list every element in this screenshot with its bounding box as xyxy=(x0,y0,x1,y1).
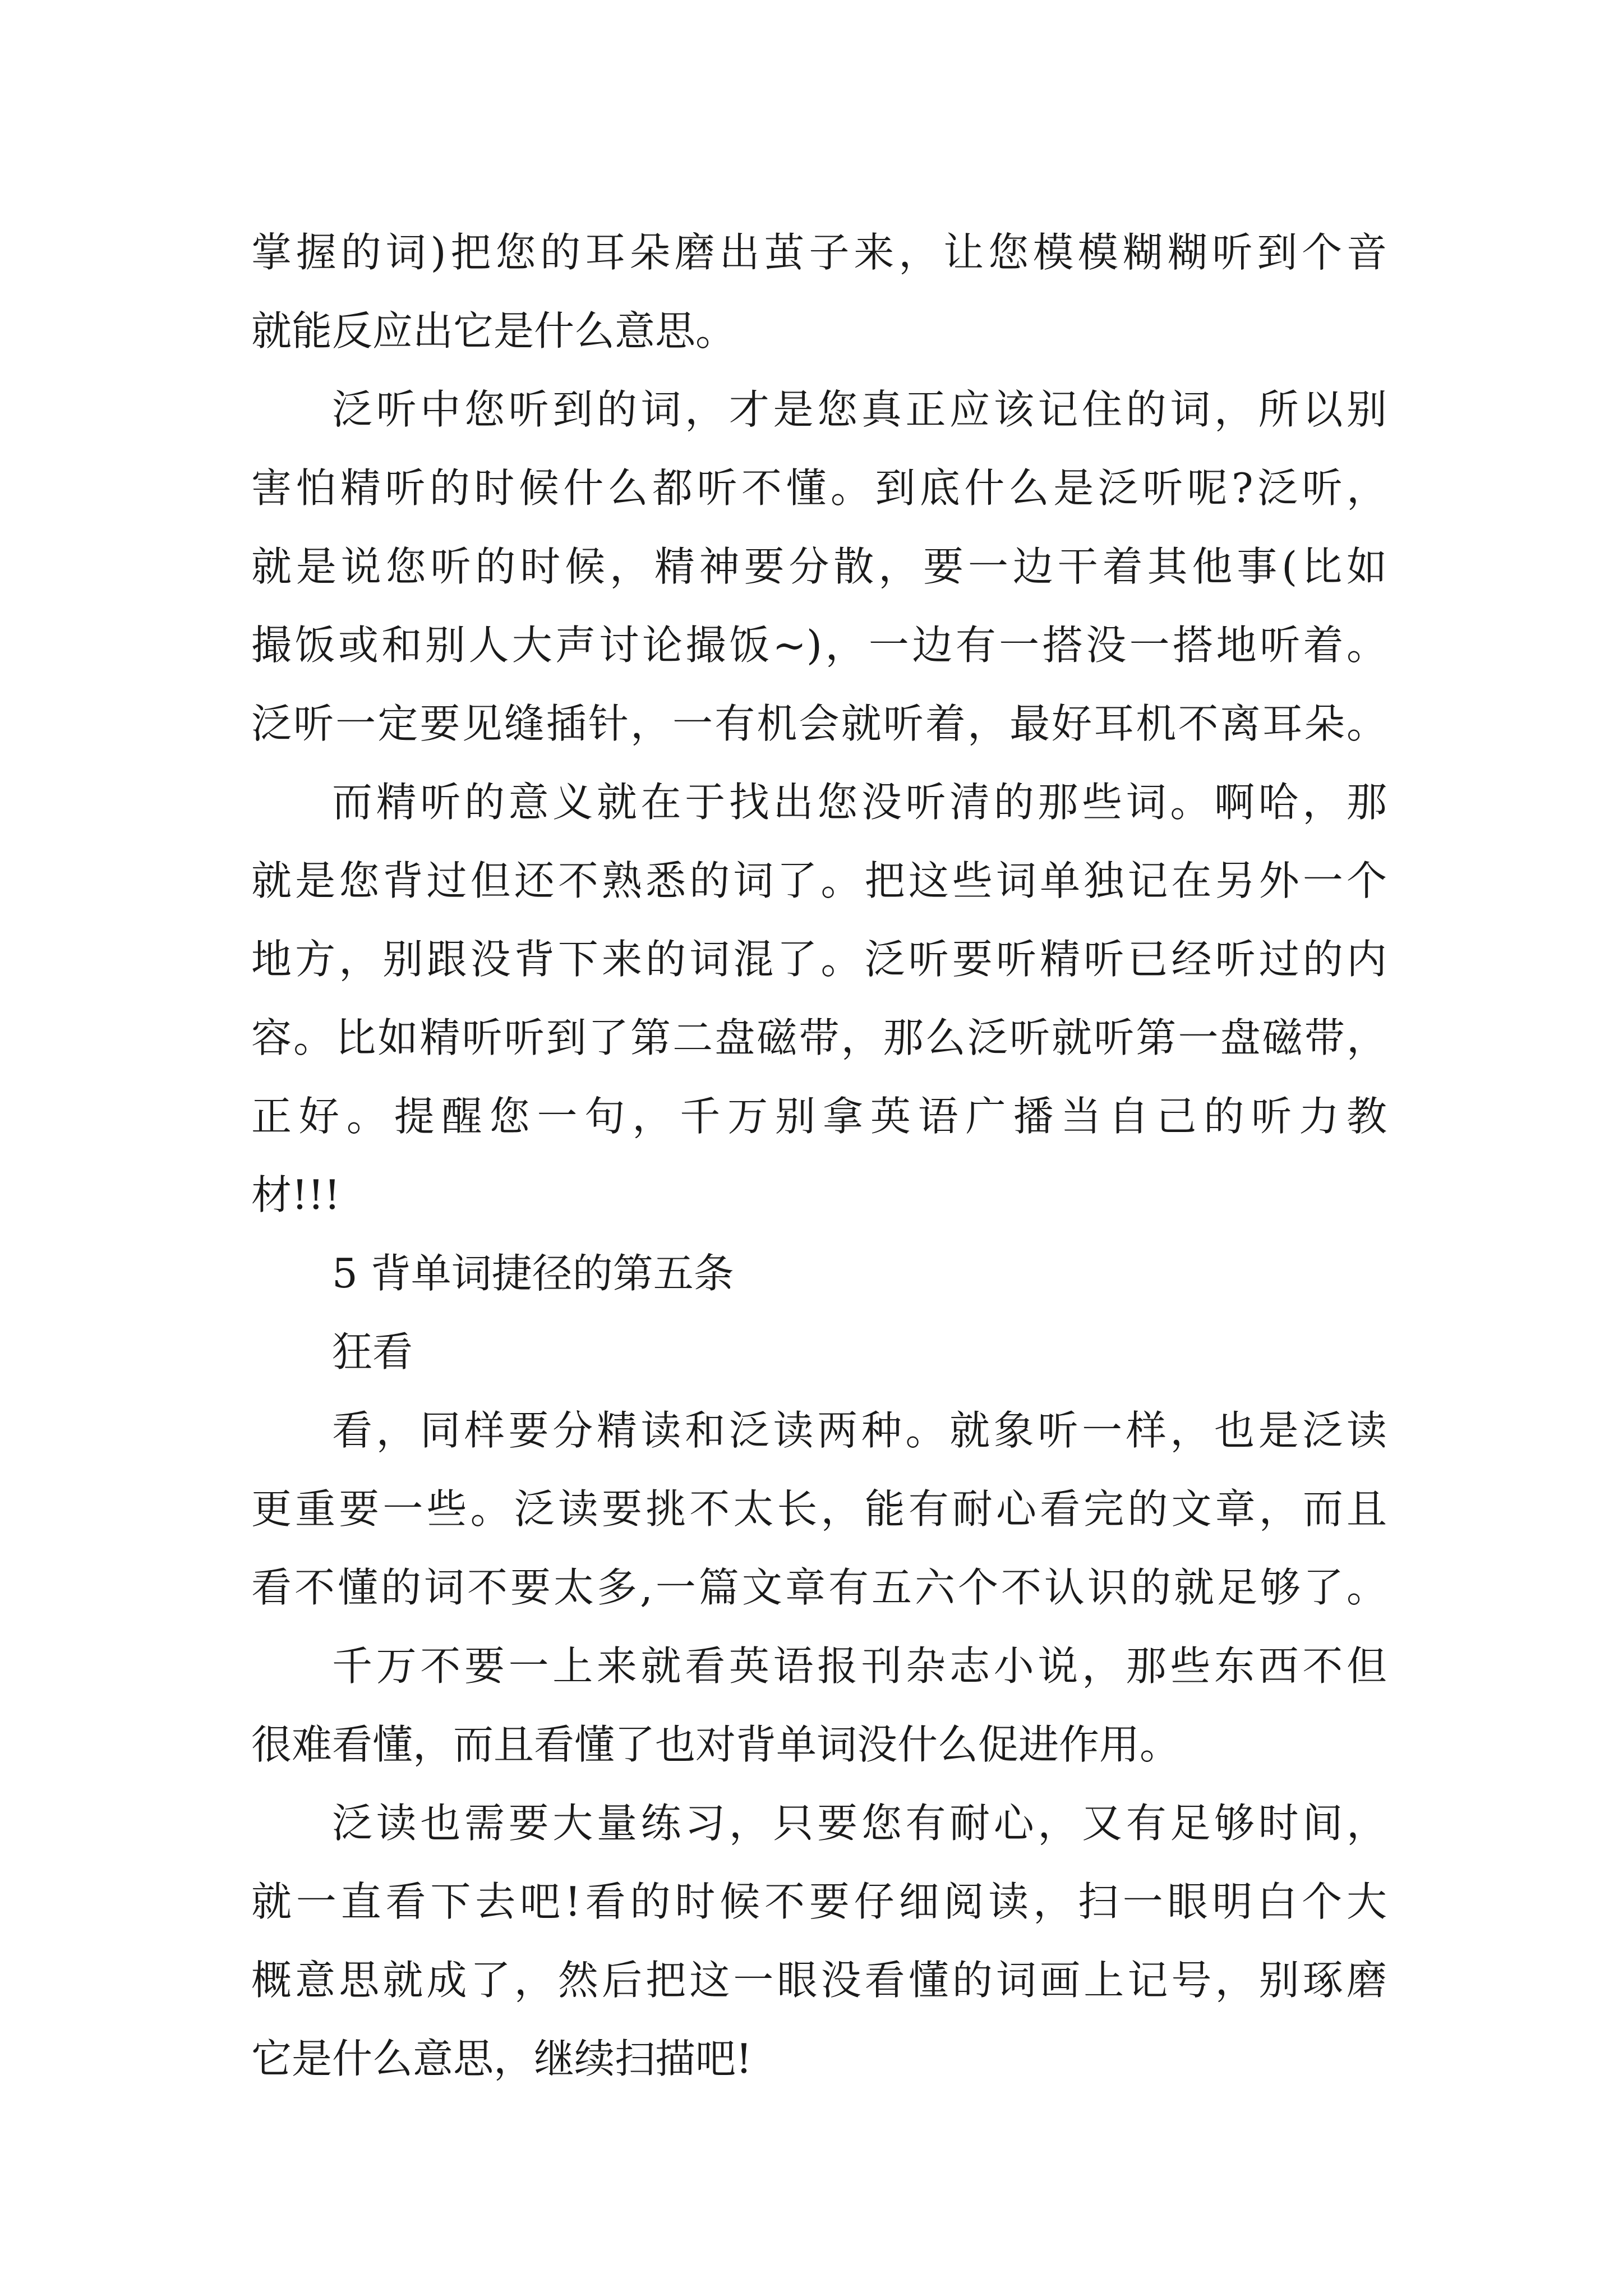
text-line: 千万不要一上来就看英语报刊杂志小说，那些东西不但 xyxy=(332,1642,1387,1690)
paragraph-3 xyxy=(251,763,1387,1234)
text-line: 就一直看下去吧!看的时候不要仔细阅读，扫一眼明白个大 xyxy=(251,1878,1387,1925)
document-body xyxy=(251,213,1387,2098)
text-line: 容。比如精听听到了第二盘磁带，那么泛听就听第一盘磁带， xyxy=(251,1014,1387,1061)
text-line: 掌握的词)把您的耳朵磨出茧子来，让您模模糊糊听到个音 xyxy=(251,229,1387,276)
text-line: 而精听的意义就在于找出您没听清的那些词。啊哈，那 xyxy=(332,779,1387,826)
text-line: 看不懂的词不要太多,一篇文章有五六个不认识的就足够了。 xyxy=(251,1564,1387,1611)
section-subheading xyxy=(251,1313,1387,1391)
text-line: 更重要一些。泛读要挑不太长，能有耐心看完的文章，而且 xyxy=(251,1485,1387,1533)
text-line: 它是什么意思，继续扫描吧! xyxy=(251,2035,752,2082)
text-line: 看，同样要分精读和泛读两种。就象听一样，也是泛读 xyxy=(332,1407,1387,1454)
paragraph-5 xyxy=(251,1627,1387,1784)
paragraph-2 xyxy=(251,370,1387,763)
text-line: 很难看懂，而且看懂了也对背单词没什么促进作用。 xyxy=(251,1721,1181,1768)
text-line: 5 背单词捷径的第五条 xyxy=(332,1250,734,1297)
text-line: 正好。提醒您一句，千万别拿英语广播当自己的听力教 xyxy=(251,1093,1387,1140)
paragraph-1 xyxy=(251,213,1387,370)
text-line: 泛听中您听到的词，才是您真正应该记住的词，所以别 xyxy=(332,386,1387,433)
text-line: 材!!! xyxy=(251,1171,340,1218)
paragraph-6 xyxy=(251,1784,1387,2098)
text-line: 狂看 xyxy=(332,1328,413,1375)
text-line: 就能反应出它是什么意思。 xyxy=(251,307,736,355)
text-line: 概意思就成了，然后把这一眼没看懂的词画上记号，别琢磨 xyxy=(251,1957,1387,2004)
text-line: 就是说您听的时候，精神要分散，要一边干着其他事(比如 xyxy=(251,543,1387,590)
text-line: 泛听一定要见缝插针，一有机会就听着，最好耳机不离耳朵。 xyxy=(251,700,1387,747)
text-line: 泛读也需要大量练习，只要您有耐心，又有足够时间， xyxy=(332,1800,1387,1847)
text-line: 撮饭或和别人大声讨论撮饭~)，一边有一搭没一搭地听着。 xyxy=(251,622,1387,669)
paragraph-4 xyxy=(251,1391,1387,1627)
text-line: 地方，别跟没背下来的词混了。泛听要听精听已经听过的内 xyxy=(251,936,1387,983)
text-line: 就是您背过但还不熟悉的词了。把这些词单独记在另外一个 xyxy=(251,857,1387,904)
section-heading xyxy=(251,1234,1387,1313)
text-line: 害怕精听的时候什么都听不懂。到底什么是泛听呢?泛听， xyxy=(251,464,1387,512)
